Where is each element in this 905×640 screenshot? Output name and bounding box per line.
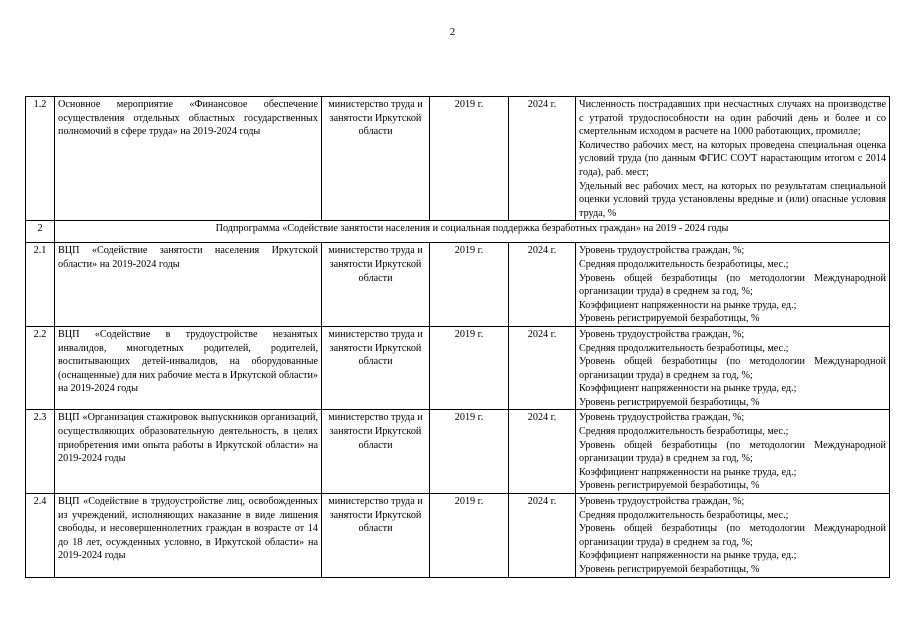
responsible-executor: министерство труда и занятости Иркутской области <box>322 97 430 221</box>
indicator-line: Уровень общей безработицы (по методологии Международной организации труда) в среднем за год, %; <box>579 439 886 465</box>
row-number: 2.2 <box>26 326 55 410</box>
table-row <box>26 97 890 221</box>
indicator-line: Средняя продолжительность безработицы, мес.; <box>579 342 789 354</box>
table-row <box>26 326 890 410</box>
table-row <box>26 243 890 327</box>
indicator-line: Коэффициент напряженности на рынке труда, ед.; <box>579 383 797 395</box>
indicators-cell <box>576 97 890 221</box>
indicators-cell <box>576 410 890 494</box>
subprogram-title: Подпрограмма «Содействие занятости населения и социальная поддержка безработных граждан» на 2019 - 2024 годы <box>55 221 890 243</box>
row-number: 2.4 <box>26 494 55 578</box>
indicator-line: Уровень трудоустройства граждан, %; <box>579 496 745 508</box>
end-year: 2024 г. <box>509 97 576 221</box>
indicator-line: Средняя продолжительность безработицы, мес.; <box>579 426 789 438</box>
responsible-executor: министерство труда и занятости Иркутской области <box>322 410 430 494</box>
indicator-line: Коэффициент напряженности на рынке труда, ед.; <box>579 299 797 311</box>
indicator-line: Уровень трудоустройства граждан, %; <box>579 245 745 257</box>
end-year: 2024 г. <box>509 326 576 410</box>
indicator-line: Количество рабочих мест, на которых проведена специальная оценка условий труда (по данным ФГИС СОУТ нарастающим итогом с 2014 года), раб. мест; <box>579 139 886 178</box>
row-number: 2.1 <box>26 243 55 327</box>
indicator-line: Уровень общей безработицы (по методологии Международной организации труда) в среднем за год, %; <box>579 272 886 298</box>
indicator-line: Уровень регистрируемой безработицы, % <box>579 313 760 325</box>
end-year: 2024 г. <box>509 494 576 578</box>
responsible-executor: министерство труда и занятости Иркутской области <box>322 326 430 410</box>
start-year: 2019 г. <box>430 326 509 410</box>
indicator-line: Коэффициент напряженности на рынке труда, ед.; <box>579 466 797 478</box>
subprogram-row <box>26 221 890 243</box>
indicator-line: Уровень трудоустройства граждан, %; <box>579 412 745 424</box>
table-row <box>26 494 890 578</box>
indicator-line: Численность пострадавших при несчастных случаях на производстве с утратой трудоспособности на один рабочий день и более и со смертельным исходом в расчете на 1000 работающих, промилле; <box>579 99 886 138</box>
indicator-line: Средняя продолжительность безработицы, мес.; <box>579 509 789 521</box>
event-name: Основное мероприятие «Финансовое обеспечение осуществления отдельных областных государственных полномочий в сфере труда» на 2019-2024 годы <box>55 97 322 221</box>
event-name: ВЦП «Содействие в трудоустройстве лиц, освобожденных из учреждений, исполняющих наказание в виде лишения свободы, и несовершеннолетних граждан в возрасте от 14 до 18 лет, осужденных условно, в Иркутской области» на 2019-2024 годы <box>55 494 322 578</box>
start-year: 2019 г. <box>430 97 509 221</box>
event-name: ВЦП «Содействие в трудоустройстве незанятых инвалидов, многодетных родителей, родителей, воспитывающих детей-инвалидов, на оборудованные (оснащенные) для них рабочие места в Иркутской области» на 2019-2024 годы <box>55 326 322 410</box>
indicator-line: Уровень регистрируемой безработицы, % <box>579 396 760 408</box>
start-year: 2019 г. <box>430 243 509 327</box>
responsible-executor: министерство труда и занятости Иркутской области <box>322 494 430 578</box>
row-number: 2 <box>26 221 55 243</box>
indicators-cell <box>576 243 890 327</box>
start-year: 2019 г. <box>430 410 509 494</box>
indicator-line: Удельный вес рабочих мест, на которых по результатам специальной оценки условий труда установлены вредные и (или) опасные условия труда, % <box>579 180 886 219</box>
indicator-line: Уровень общей безработицы (по методологии Международной организации труда) в среднем за год, %; <box>579 523 886 548</box>
indicator-line: Уровень общей безработицы (по методологии Международной организации труда) в среднем за год, %; <box>579 356 886 381</box>
end-year: 2024 г. <box>509 243 576 327</box>
end-year: 2024 г. <box>509 410 576 494</box>
indicators-cell <box>576 494 890 578</box>
indicator-line: Уровень регистрируемой безработицы, % <box>579 564 760 575</box>
indicator-line: Уровень трудоустройства граждан, %; <box>579 328 745 340</box>
indicator-line: Коэффициент напряженности на рынке труда, ед.; <box>579 550 797 562</box>
indicators-cell <box>576 326 890 410</box>
indicator-line: Средняя продолжительность безработицы, мес.; <box>579 258 789 270</box>
event-name: ВЦП «Организация стажировок выпускников организаций, осуществляющих образовательную деятельность, в целях приобретения ими опыта работы в Иркутской области» на 2019-2024 годы <box>55 410 322 494</box>
indicator-line: Уровень регистрируемой безработицы, % <box>579 480 760 492</box>
page-number: 2 <box>449 26 456 38</box>
table-row <box>26 410 890 494</box>
program-table <box>25 96 890 578</box>
event-name: ВЦП «Содействие занятости населения Иркутской области» на 2019-2024 годы <box>55 243 322 327</box>
row-number: 1.2 <box>26 97 55 221</box>
start-year: 2019 г. <box>430 494 509 578</box>
responsible-executor: министерство труда и занятости Иркутской области <box>322 243 430 327</box>
row-number: 2.3 <box>26 410 55 494</box>
